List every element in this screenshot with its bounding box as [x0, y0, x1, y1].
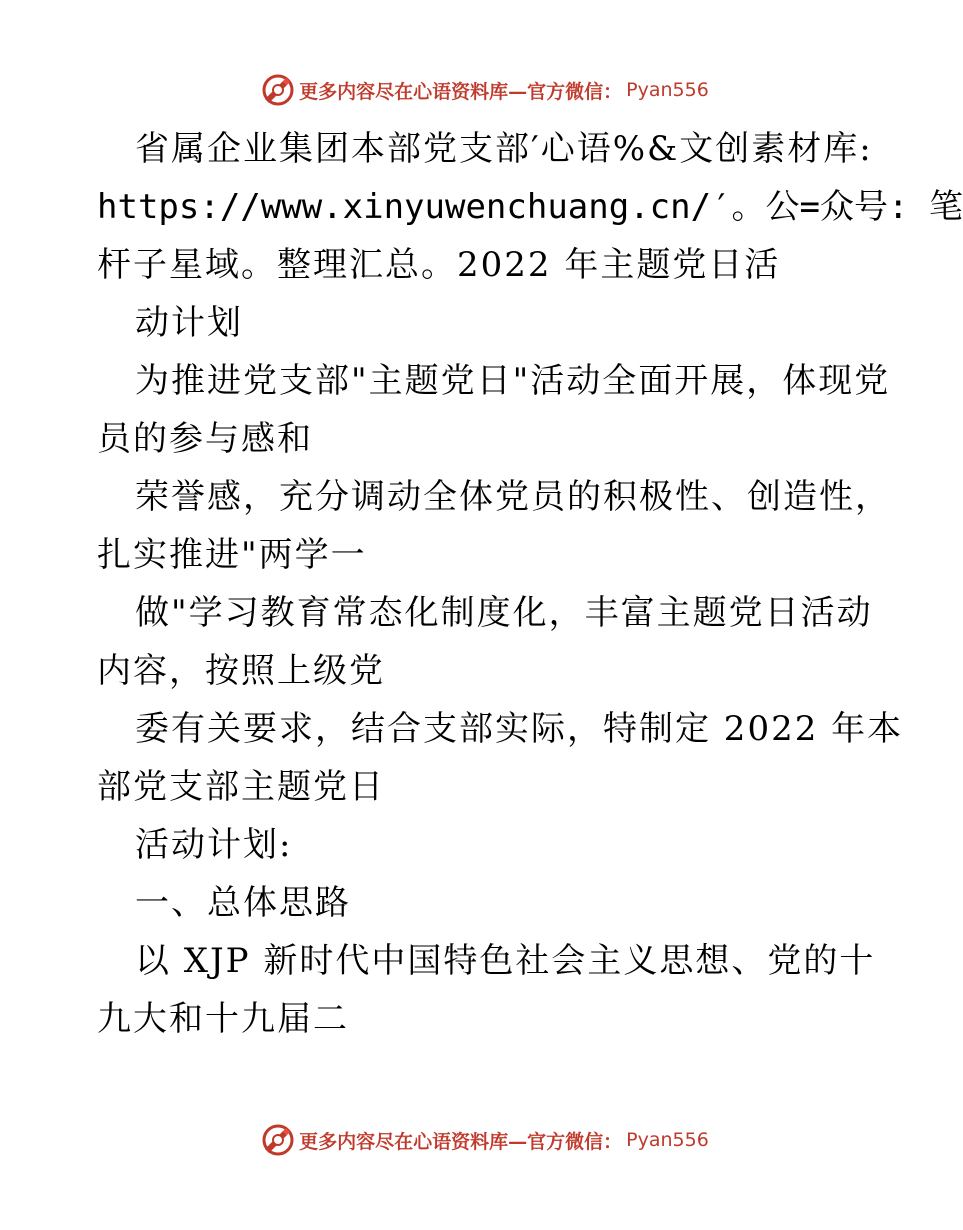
- text-line: 为推进党支部"主题党日"活动全面开展，体现党: [135, 361, 891, 401]
- header-wechat-id: Pyan556: [626, 79, 709, 101]
- text-line: 省属企业集团本部党支部′心语%&文创素材库:: [135, 129, 873, 169]
- text-line: 以 XJP 新时代中国特色社会主义思想、党的十: [135, 941, 876, 981]
- header-banner: [0, 70, 950, 110]
- footer-banner: [0, 1120, 950, 1160]
- text-line: 九大和十九届二: [97, 999, 349, 1039]
- text-line: 员的参与感和: [97, 419, 313, 459]
- text-line: 动计划: [135, 303, 243, 343]
- header-banner-content[interactable]: [261, 73, 709, 107]
- pen-circle-icon: [261, 1123, 295, 1157]
- footer-banner-text: 更多内容尽在心语资料库—官方微信：: [299, 1130, 623, 1153]
- text-line: 杆子星域。整理汇总。2022 年主题党日活: [97, 245, 781, 285]
- text-line: 部党支部主题党日: [97, 767, 385, 807]
- footer-wechat-id: Pyan556: [626, 1129, 709, 1151]
- footer-banner-content[interactable]: [261, 1123, 709, 1157]
- text-line: 活动计划:: [135, 825, 293, 865]
- text-line: 内容，按照上级党: [97, 651, 385, 691]
- section-heading: 一、总体思路: [135, 883, 351, 923]
- text-line: https://www.xinyuwenchuang.cn/′。公=众号: 笔: [97, 187, 963, 227]
- text-line: 委有关要求，结合支部实际，特制定 2022 年本: [135, 709, 904, 749]
- text-line: 扎实推进"两学一: [97, 535, 367, 575]
- document-body: [97, 120, 963, 1048]
- pen-circle-icon: [261, 73, 295, 107]
- text-line: 做"学习教育常态化制度化，丰富主题党日活动: [135, 593, 873, 633]
- header-banner-text: 更多内容尽在心语资料库—官方微信：: [299, 80, 623, 103]
- text-line: 荣誉感，充分调动全体党员的积极性、创造性，: [135, 477, 891, 517]
